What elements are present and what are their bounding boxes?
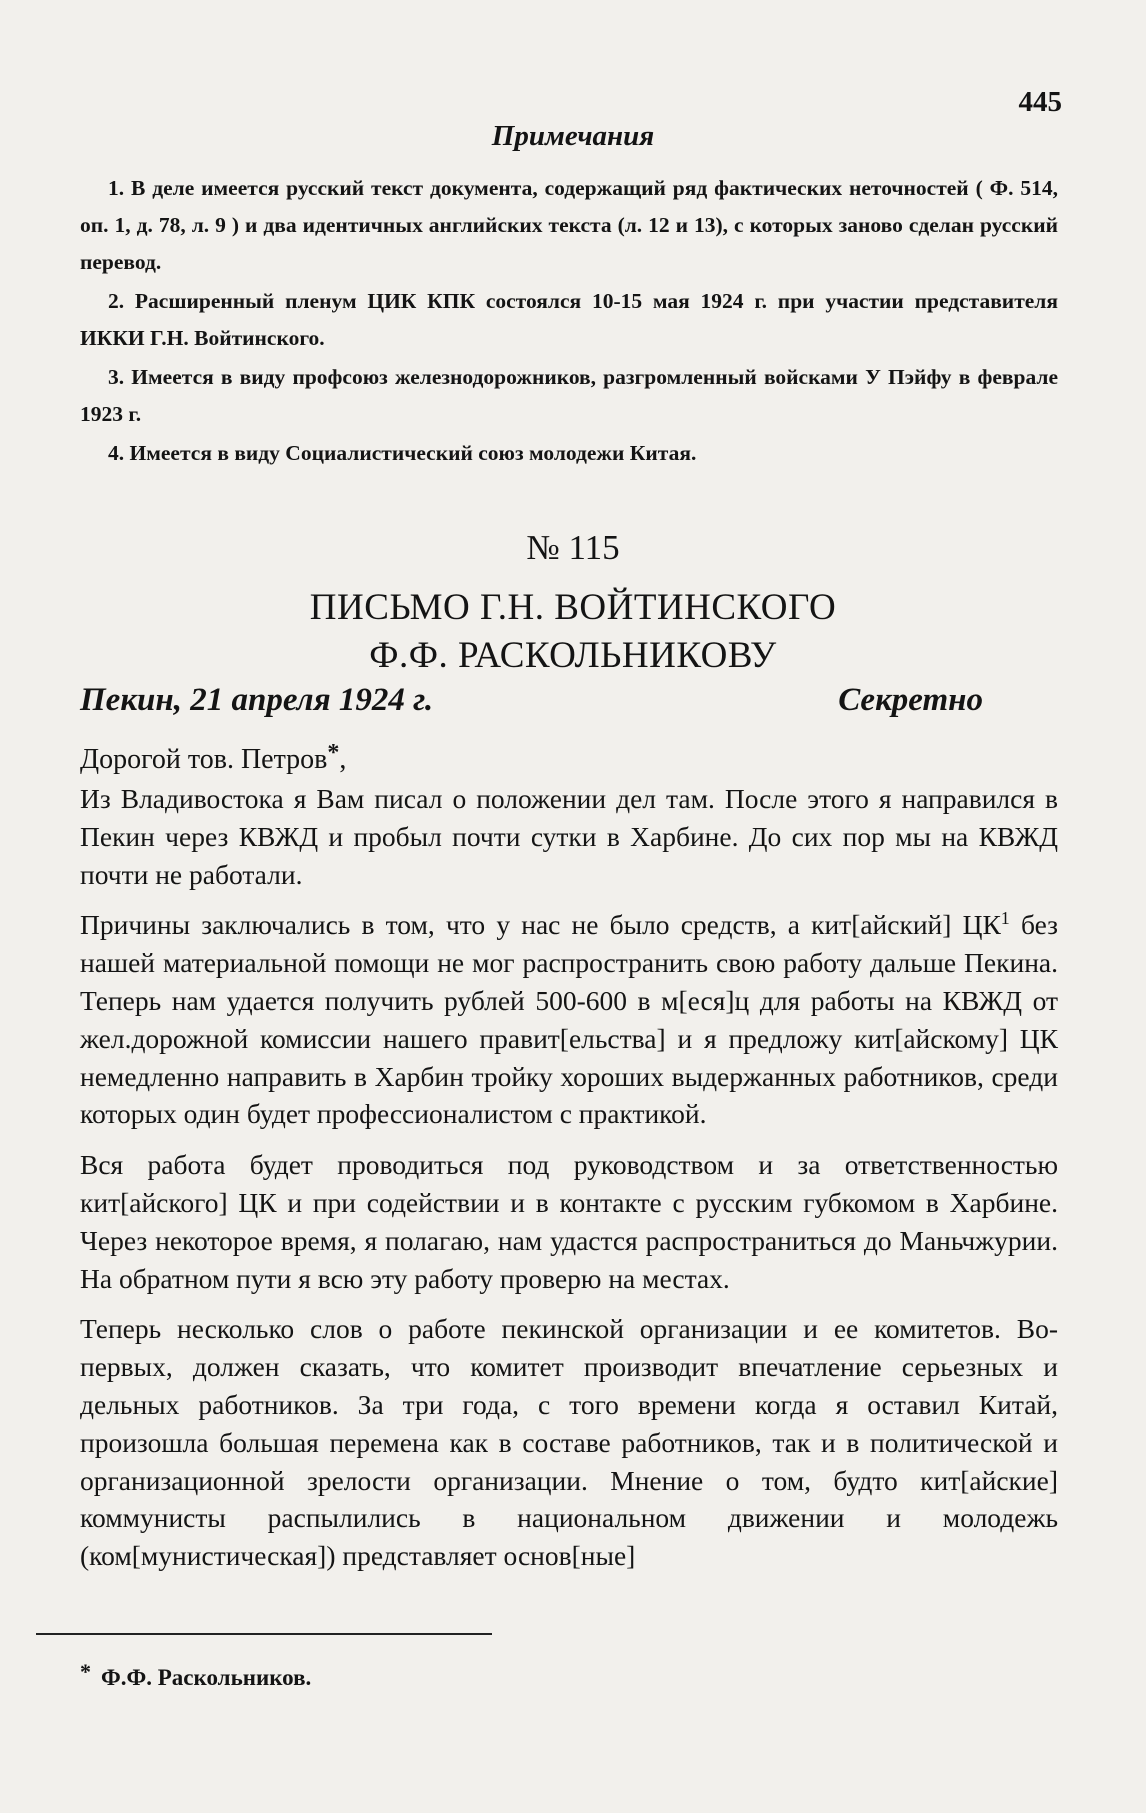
- paragraph-text: без нашей материальной помощи не мог распространить свою работу дальше Пекина. Теперь нам удается получить рублей 500-600 в м[еся]ц для работы на КВЖД от жел.дорожной комиссии нашего правит[ельства] и я предложу кит[айскому] ЦК немедленно направить в Харбин тройку хороших выдержанных работников, среди которых один будет профессионалистом с практикой.: [80, 909, 1058, 1130]
- place-date: Пекин, 21 апреля 1924 г.: [80, 682, 434, 718]
- letter-body: [80, 780, 1058, 1588]
- paragraph: Вся работа будет проводиться под руководством и за ответственностью кит[айского] ЦК и при содействии и в контакте с русским губкомом в Харбине. Через некоторое время, я полагаю, нам удастся распространиться до Маньчжурии. На обратном пути я всю эту работу проверю на местах.: [80, 1149, 1058, 1294]
- note-item: 2. Расширенный пленум ЦИК КПК состоялся 10-15 мая 1924 г. при участии представителя ИККИ Г.Н. Войтинского.: [80, 289, 1058, 350]
- dateline: [80, 682, 983, 719]
- document-title-line: Ф.Ф. РАСКОЛЬНИКОВУ: [369, 635, 777, 676]
- paragraph: [80, 906, 1058, 1133]
- footnote-marker: *: [327, 740, 340, 766]
- paragraph: Теперь несколько слов о работе пекинской организации и ее комитетов. Во-первых, должен сказать, что комитет производит впечатление серьезных и дельных работников. За три года, с того времени когда я оставил Китай, произошла большая перемена как в составе работников, так и в политической и организационной зрелости организации. Мнение о том, будто кит[айские] коммунисты распылились в национальном движении и молодежь (ком[мунистическая]) представляет основ[ные]: [80, 1313, 1058, 1572]
- note-item: 4. Имеется в виду Социалистический союз молодежи Китая.: [108, 441, 697, 465]
- paragraph: Из Владивостока я Вам писал о положении дел там. После этого я направился в Пекин через КВЖД и пробыл почти сутки в Харбине. До сих пор мы на КВЖД почти не работали.: [80, 783, 1058, 890]
- note-item: 1. В деле имеется русский текст документа, содержащий ряд фактических неточностей ( Ф. 514, оп. 1, д. 78, л. 9 ) и два идентичных английских текста (л. 12 и 13), с которых заново сделан русский перевод.: [80, 176, 1058, 274]
- footnote-mark: *: [80, 1659, 91, 1684]
- salutation-text: Дорогой тов. Петров: [80, 744, 328, 775]
- footnote: [80, 1659, 311, 1691]
- notes-title: Примечания: [491, 120, 655, 152]
- document-number: № 115: [526, 528, 620, 567]
- salutation: Дорогой тов. Петров*,: [80, 740, 347, 775]
- footnote-text: Ф.Ф. Раскольников.: [101, 1665, 312, 1690]
- classification: Секретно: [838, 682, 983, 718]
- notes-list: [80, 170, 1058, 474]
- document-title-line: ПИСЬМО Г.Н. ВОЙТИНСКОГО: [309, 587, 837, 628]
- page-number: 445: [1018, 86, 1062, 118]
- document-title: [0, 584, 1146, 680]
- note-reference: 1: [1000, 908, 1010, 929]
- paragraph-text: Причины заключались в том, что у нас не было средств, а кит[айский] ЦК: [80, 909, 1001, 941]
- footnote-divider: [36, 1633, 492, 1635]
- note-item: 3. Имеется в виду профсоюз железнодорожников, разгромленный войсками У Пэйфу в феврале 1923 г.: [80, 365, 1058, 426]
